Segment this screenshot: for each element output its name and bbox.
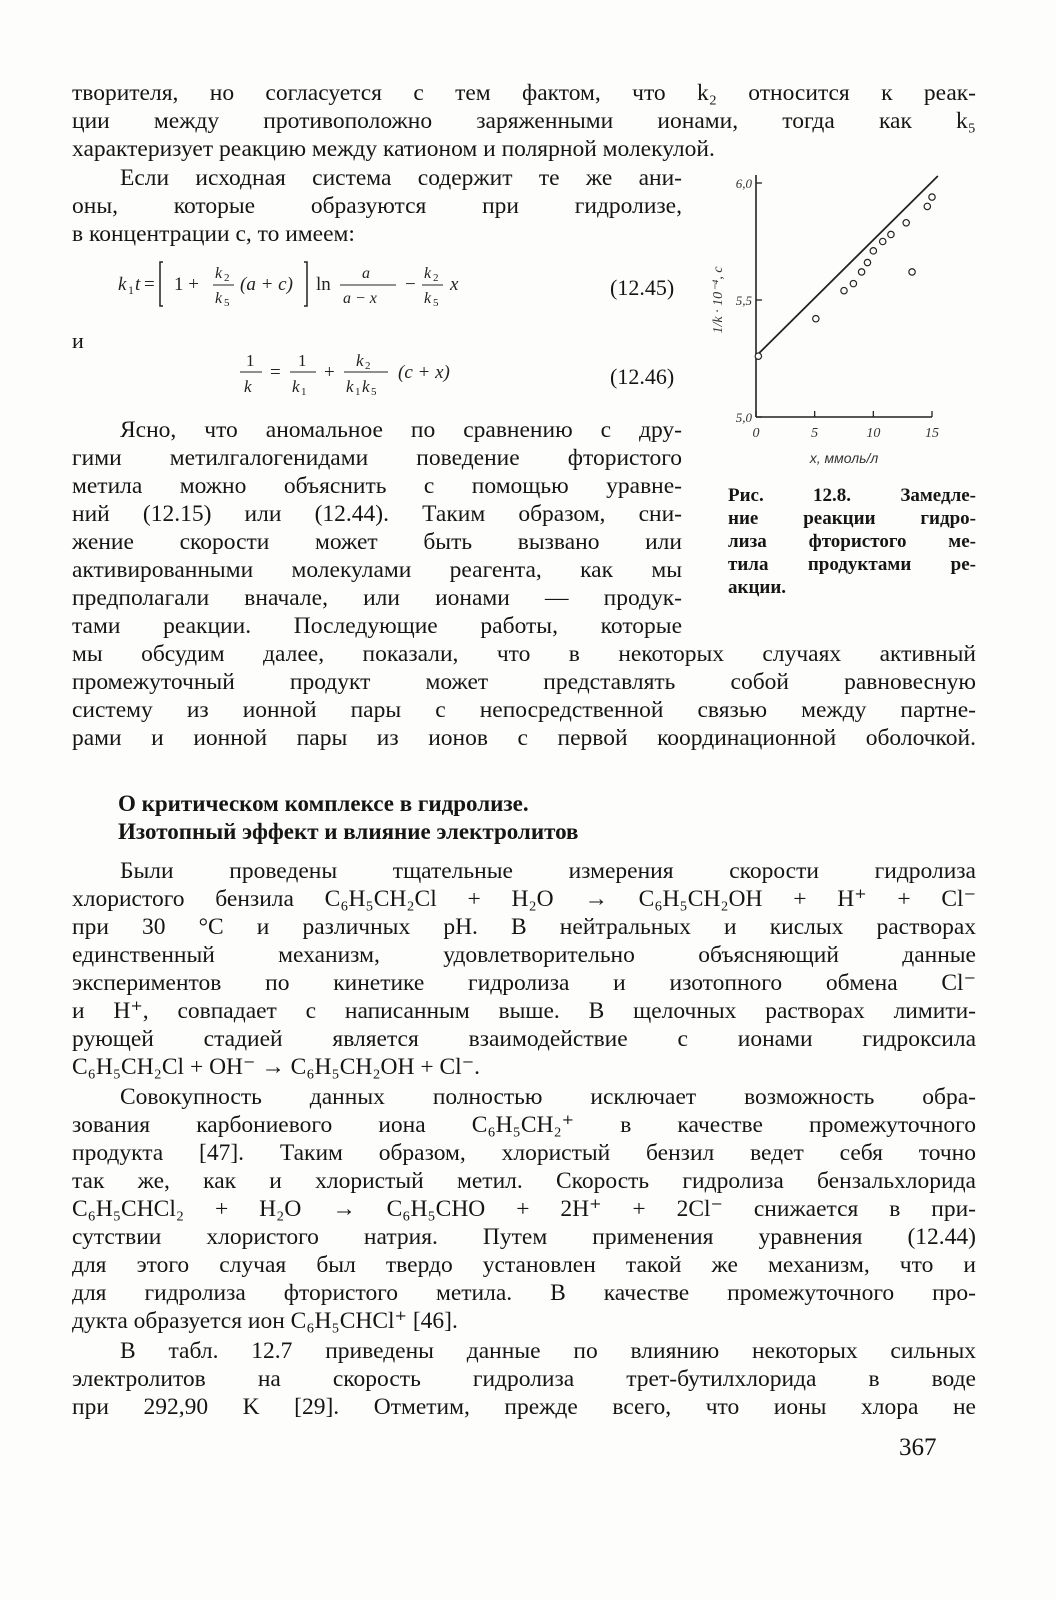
- section-heading: Изотопный эффект и влияние электролитов: [118, 819, 579, 844]
- equation-12-45: [118, 250, 598, 320]
- text-line: систему из ионной пары с непосредственной связью между партне-: [72, 697, 976, 723]
- data-point: [903, 220, 909, 226]
- text-line: творителя, но согласуется с тем фактом, что k₂ относится к реак-: [72, 80, 976, 106]
- figure-caption-line: Рис. 12.8. Замедле-: [728, 485, 976, 506]
- data-point: [850, 280, 856, 286]
- svg-text:x: x: [450, 274, 459, 295]
- svg-text:ln: ln: [316, 274, 331, 295]
- text-line: C₆H₅CH₂Cl + OH⁻ → C₆H₅CH₂OH + Cl⁻.: [72, 1054, 480, 1080]
- y-tick-label: 6,0: [735, 176, 752, 191]
- svg-text:(a + c): (a + c): [240, 274, 293, 295]
- data-point: [880, 238, 886, 244]
- svg-text:5: 5: [224, 297, 230, 309]
- svg-text:=: =: [144, 274, 155, 295]
- svg-text:k: k: [215, 290, 223, 307]
- text-line: так же, как и хлористый метил. Скорость гидролиза бензальхлорида: [72, 1168, 976, 1194]
- page-number: 367: [899, 1434, 937, 1461]
- x-tick-label: 10: [866, 426, 881, 441]
- svg-text:k: k: [346, 377, 354, 396]
- y-tick-label: 5,5: [735, 293, 752, 308]
- data-point: [924, 203, 930, 209]
- data-point: [858, 269, 864, 275]
- svg-text:2: 2: [433, 272, 439, 284]
- svg-text:k: k: [215, 265, 223, 282]
- svg-text:1: 1: [301, 386, 307, 398]
- y-tick-label: 5,0: [735, 410, 752, 425]
- svg-text:t: t: [135, 274, 141, 295]
- text-line: тами реакции. Последующие работы, которые: [72, 613, 682, 639]
- and-word: и: [72, 328, 84, 353]
- text-line: единственный механизм, удовлетворительно объясняющий данные: [72, 942, 976, 968]
- text-line: активированными молекулами реагента, как мы: [72, 557, 682, 583]
- data-point: [755, 353, 761, 359]
- text-line: для этого случая был твердо установлен такой же механизм, что и: [72, 1252, 976, 1278]
- text-line: при 30 °C и различных pH. В нейтральных и кислых растворах: [72, 914, 976, 940]
- text-line: электролитов на скорость гидролиза трет-бутилхлорида в воде: [72, 1366, 976, 1392]
- text-line: ний (12.15) или (12.44). Таким образом, сни-: [72, 501, 682, 527]
- text-line: ции между противоположно заряженными ионами, тогда как k₅: [72, 108, 976, 134]
- text-line: мы обсудим далее, показали, что в некоторых случаях активный: [72, 641, 976, 667]
- data-point: [929, 194, 935, 200]
- text-line: предполагали вначале, или ионами — продук-: [72, 585, 682, 611]
- text-line: жение скорости может быть вызвано или: [72, 529, 682, 555]
- section-heading: О критическом комплексе в гидролизе.: [118, 791, 529, 816]
- svg-text:1: 1: [298, 351, 307, 370]
- svg-text:+: +: [324, 362, 335, 383]
- text-line: зования карбониевого иона C₆H₅CH₂⁺ в качестве промежуточного: [72, 1112, 976, 1138]
- text-line: экспериментов по кинетике гидролиза и изотопного обмена Cl⁻: [72, 970, 976, 996]
- svg-text:k: k: [356, 351, 364, 370]
- fit-line: [756, 176, 938, 356]
- x-tick-label: 15: [925, 426, 939, 441]
- text-line: характеризует реакцию между катионом и полярной молекулой.: [72, 136, 715, 162]
- y-axis-label: 1/k · 10⁻⁴, c: [711, 266, 726, 334]
- text-line: Ясно, что аномальное по сравнению с дру-: [120, 417, 682, 443]
- text-line: сутствии хлористого натрия. Путем применения уравнения (12.44): [72, 1224, 976, 1250]
- svg-text:1: 1: [355, 386, 361, 398]
- text-line: оны, которые образуются при гидролизе,: [72, 193, 682, 219]
- svg-text:=: =: [270, 362, 281, 383]
- text-line: промежуточный продукт может представлять собой равновесную: [72, 669, 976, 695]
- svg-text:5: 5: [433, 297, 439, 309]
- figure-caption-line: лиза фтористого ме-: [728, 531, 976, 552]
- data-point: [864, 259, 870, 265]
- svg-text:k: k: [118, 274, 127, 295]
- data-point: [870, 248, 876, 254]
- equation-number: (12.45): [610, 275, 675, 300]
- text-line: Были проведены тщательные измерения скорости гидролиза: [120, 858, 976, 884]
- equation-12-46: [232, 340, 532, 410]
- svg-text:k: k: [244, 377, 252, 396]
- svg-text:2: 2: [365, 360, 371, 372]
- svg-text:1: 1: [128, 283, 134, 297]
- figure-caption-line: акции.: [728, 577, 787, 598]
- svg-text:a − x: a − x: [343, 290, 377, 307]
- text-line: в концентрации c, то имеем:: [72, 221, 355, 247]
- data-point: [841, 287, 847, 293]
- figure-caption-line: тила продуктами ре-: [728, 554, 976, 575]
- text-line: метила можно объяснить с помощью уравне-: [72, 473, 682, 499]
- svg-text:k: k: [292, 377, 300, 396]
- x-tick-label: 5: [811, 426, 819, 441]
- svg-text:−: −: [405, 274, 416, 295]
- text-line: Совокупность данных полностью исключает возможность обра-: [120, 1084, 976, 1110]
- text-line: для гидролиза фтористого метила. В качестве промежуточного про-: [72, 1280, 976, 1306]
- equation-number: (12.46): [610, 364, 675, 389]
- text-line: при 292,90 K [29]. Отметим, прежде всего, что ионы хлора не: [72, 1394, 976, 1420]
- svg-text:k: k: [424, 290, 432, 307]
- data-point: [813, 316, 819, 322]
- figure-12-8-chart: [700, 165, 980, 475]
- text-line: гими метилгалогенидами поведение фтористого: [72, 445, 682, 471]
- svg-text:1 +: 1 +: [174, 274, 199, 295]
- text-line: рами и ионной пары из ионов с первой координационной оболочкой.: [72, 725, 976, 751]
- text-line: Если исходная система содержит те же ани-: [120, 165, 682, 191]
- svg-text:5: 5: [371, 386, 377, 398]
- text-line: дукта образуется ион C₆H₅CHCl⁺ [46].: [72, 1308, 458, 1334]
- data-point: [888, 231, 894, 237]
- text-line: C₆H₅CHCl₂ + H₂O → C₆H₅CHO + 2H⁺ + 2Cl⁻ снижается в при-: [72, 1196, 976, 1222]
- svg-text:1: 1: [246, 351, 255, 370]
- svg-text:2: 2: [224, 272, 230, 284]
- x-axis-label: x, ммоль/л: [809, 450, 879, 466]
- text-line: хлористого бензила C₆H₅CH₂Cl + H₂O → C₆H₅CH₂OH + H⁺ + Cl⁻: [72, 886, 976, 912]
- figure-caption-line: ние реакции гидро-: [728, 508, 976, 529]
- svg-text:(c + x): (c + x): [398, 362, 450, 383]
- text-line: рующей стадией является взаимодействие с ионами гидроксила: [72, 1026, 976, 1052]
- text-line: и H⁺, совпадает с написанным выше. В щелочных растворах лимити-: [72, 998, 976, 1024]
- svg-text:k: k: [424, 265, 432, 282]
- text-line: продукта [47]. Таким образом, хлористый бензил ведет себя точно: [72, 1140, 976, 1166]
- text-line: В табл. 12.7 приведены данные по влиянию некоторых сильных: [120, 1338, 976, 1364]
- svg-text:k: k: [362, 377, 370, 396]
- data-point: [909, 269, 915, 275]
- svg-text:a: a: [362, 265, 370, 282]
- x-tick-label: 0: [752, 426, 760, 441]
